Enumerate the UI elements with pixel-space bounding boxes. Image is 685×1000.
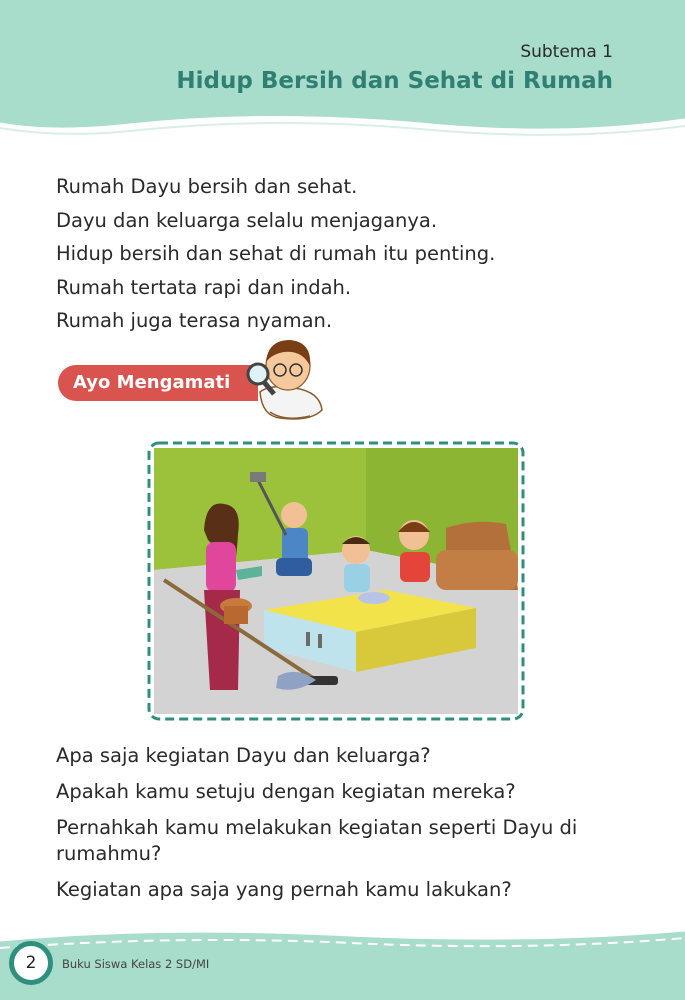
magnifier-boy-illustration bbox=[240, 332, 330, 424]
footer-book-title: Buku Siswa Kelas 2 SD/MI bbox=[62, 957, 210, 971]
question-item: Apa saja kegiatan Dayu dan keluarga? bbox=[56, 744, 431, 767]
question-item: Kegiatan apa saja yang pernah kamu lakukan? bbox=[56, 878, 512, 901]
intro-line: Dayu dan keluarga selalu menjaganya. bbox=[56, 208, 438, 232]
intro-text bbox=[56, 170, 636, 338]
intro-line: Rumah tertata rapi dan indah. bbox=[56, 275, 352, 299]
intro-line: Rumah juga terasa nyaman. bbox=[56, 309, 333, 332]
question-list bbox=[56, 743, 636, 913]
subtema-label: Subtema 1 bbox=[520, 42, 613, 62]
question-item: Apakah kamu setuju dengan kegiatan mereka? bbox=[56, 780, 516, 803]
intro-line: Hidup bersih dan sehat di rumah itu penting. bbox=[56, 242, 496, 265]
section-badge: Ayo Mengamati bbox=[58, 365, 258, 401]
page-number: 2 bbox=[9, 941, 53, 985]
question-item: Pernahkah kamu melakukan kegiatan seperti Dayu di rumahmu? bbox=[56, 816, 578, 865]
page-title: Hidup Bersih dan Sehat di Rumah bbox=[176, 68, 613, 94]
intro-line: Rumah Dayu bersih dan sehat. bbox=[56, 175, 358, 198]
family-cleaning-illustration bbox=[146, 440, 526, 722]
